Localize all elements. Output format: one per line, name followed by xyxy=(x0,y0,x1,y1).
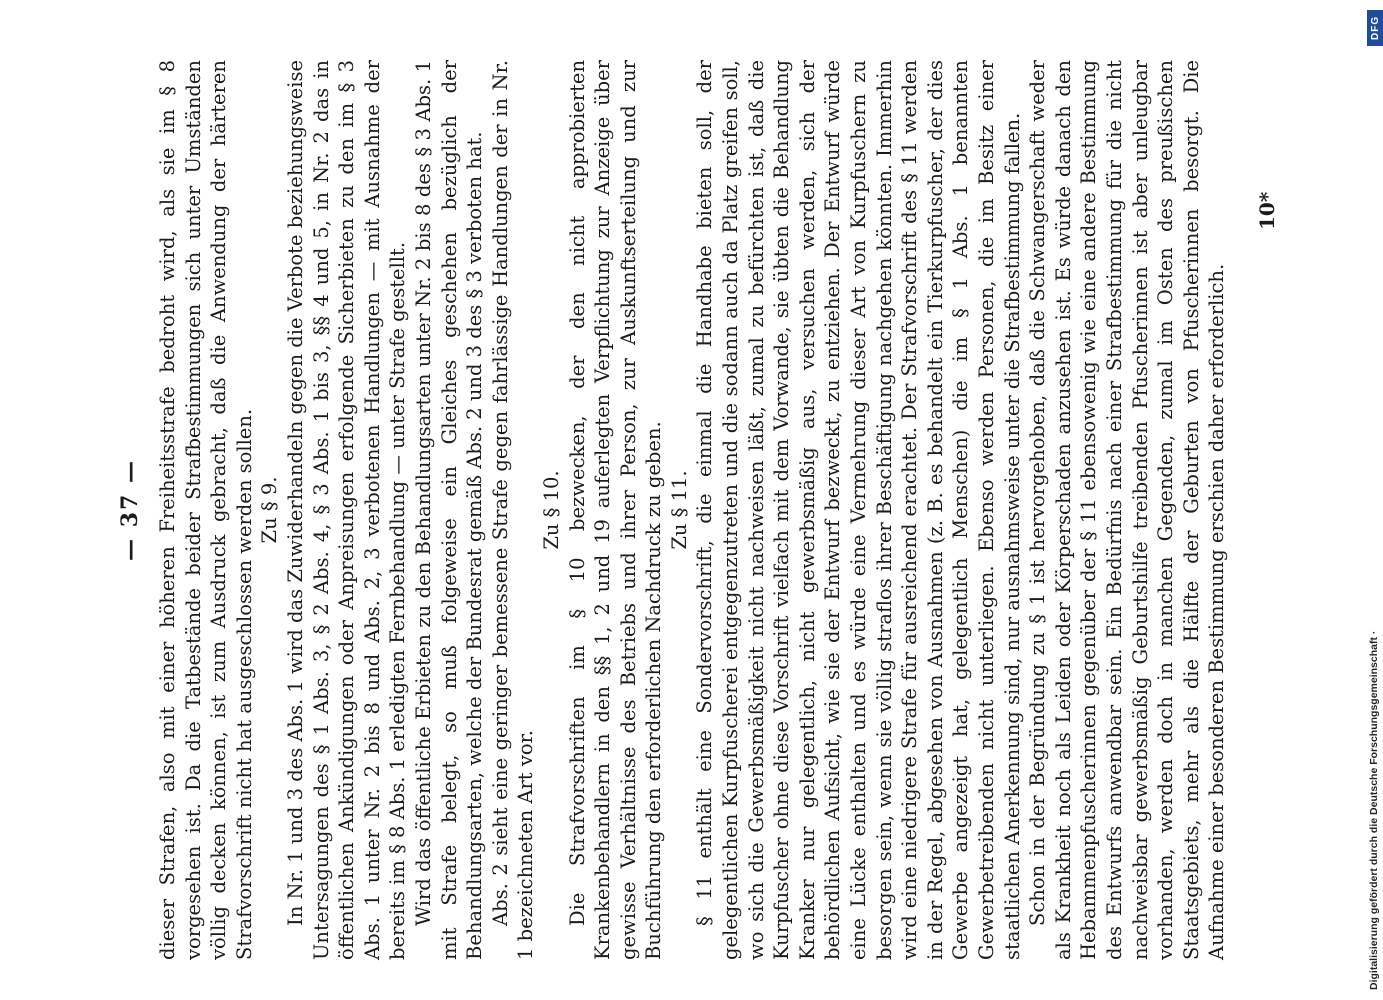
body-paragraph: Abs. 2 sieht eine geringer bemessene Strafe gegen fahrlässige Handlungen der in Nr. 1 bezeichneten Art vor. xyxy=(488,60,538,960)
body-paragraph: § 11 enthält eine Sondervorschrift, die einmal die Handhabe bieten soll, der gelegentlichen Kurpfuscherei entgegenzutreten und die sodann auch da Platz greifen soll, wo sich die Gewerbsmäßigkeit nicht nachweisen läßt, zumal zu befürchten ist, daß die Kurpfuscher ohne diese Vorschrift vielfach mit dem Vorwande, sie übten die Behandlung Kranker nur gelegentlich, nicht gewerbsmäßig aus, versuchen werden, sich der behördlichen Aufsicht, wie sie der Entwurf bezweckt, zu entziehen. Der Entwurf würde eine Lücke enthalten und es würde eine Vermehrung dieser Art von Kurpfuschern zu besorgen sein, wenn sie völlig straflos ihrer Beschäftigung nachgehen könnten. Immerhin wird eine niedrigere Strafe für ausreichend erachtet. Der Strafvorschrift des § 11 werden in der Regel, abgesehen von Ausnahmen (z. B. es behandelt ein Tierkurpfuscher, der dies Gewerbe angezeigt hat, gelegentlich Menschen) die im § 1 Abs. 1 benannten Gewerbetreibenden nicht unterliegen. Ebenso werden Personen, die im Besitz einer staatlichen Anerkennung sind, nur ausnahmsweise unter die Strafbestimmung fallen. xyxy=(693,60,1024,960)
body-paragraph: dieser Strafen, also mit einer höheren Freiheitsstrafe bedroht wird, als sie im § 8 vorgesehen ist. Da die Tatbestände beider Strafbestimmungen sich unter Umständen völlig decken können, ist zum Ausdruck gebracht, daß die Anwendung der härteren Strafvorschrift nicht hat ausgeschlossen werden sollen. xyxy=(156,60,256,960)
body-paragraph: Schon in der Begründung zu § 1 ist hervorgehoben, daß die Schwangerschaft weder als Krankheit noch als Leiden oder Körperschaden anzusehen ist. Es würde danach den Hebammenpfuscherinnen gegenüber der § 11 ebensowenig wie eine andere Bestimmung des Entwurfs anwendbar sein. Ein Bedürfnis nach einer Strafbestimmung für die nicht nachweisbar gewerbsmäßig Geburtshilfe treibenden Pfuscherinnen ist aber unleugbar vorhanden, werden doch in manchen Gegenden, zumal im Osten des preußischen Staatsgebiets, mehr als die Hälfte der Geburten von Pfuscherinnen besorgt. Die Aufnahme einer besonderen Bestimmung erschien daher erforderlich. xyxy=(1026,60,1229,960)
folio-signature: 10* xyxy=(1255,191,1279,230)
section-heading: Zu § 9. xyxy=(258,476,282,544)
body-paragraph: In Nr. 1 und 3 des Abs. 1 wird das Zuwiderhandeln gegen die Verbote beziehungsweise Untersagungen des § 1 Abs. 3, § 2 Abs. 4, § 3 Abs. 1 bis 3, §§ 4 und 5, in Nr. 2 das in öffentlichen Ankündigungen oder Anpreisungen erfolgende Sicherbieten zu den im § 3 Abs. 1 unter Nr. 2 bis 8 und Abs. 2, 3 verbotenen Handlungen — mit Ausnahme der bereits im § 8 Abs. 1 erledigten Fernbehandlung — unter Strafe gestellt. xyxy=(283,60,410,960)
digitization-attribution xyxy=(1366,6,1383,996)
section-heading: Zu § 11. xyxy=(667,470,691,550)
body-paragraph: Die Strafvorschriften im § 10 bezwecken, der den nicht approbierten Krankenbehandlern in den §§ 1, 2 und 19 auferlegten Verpflichtung zur Anzeige über gewisse Verhältnisse des Betriebs und ihrer Person, zur Auskunftserteilung und zur Buchführung den erforderlichen Nachdruck zu geben. xyxy=(565,60,666,960)
body-paragraph: Wird das öffentliche Erbieten zu den Behandlungsarten unter Nr. 2 bis 8 des § 3 Abs. 1 mit Strafe belegt, so muß folgeweise ein Gleiches geschehen bezüglich der Behandlungsarten, welche der Bundesrat gemäß Abs. 2 und 3 des § 3 verboten hat. xyxy=(411,60,487,960)
digitization-credit: Digitalisierung gefördert durch die Deutsche Forschungsgemeinschaft · xyxy=(1368,630,1380,990)
document-body xyxy=(155,60,1230,960)
page-number: — 37 — xyxy=(117,459,143,561)
rotated-document-page xyxy=(117,0,1279,960)
section-heading: Zu § 10. xyxy=(539,470,563,550)
dfg-logo-icon: DFG xyxy=(1367,10,1383,46)
